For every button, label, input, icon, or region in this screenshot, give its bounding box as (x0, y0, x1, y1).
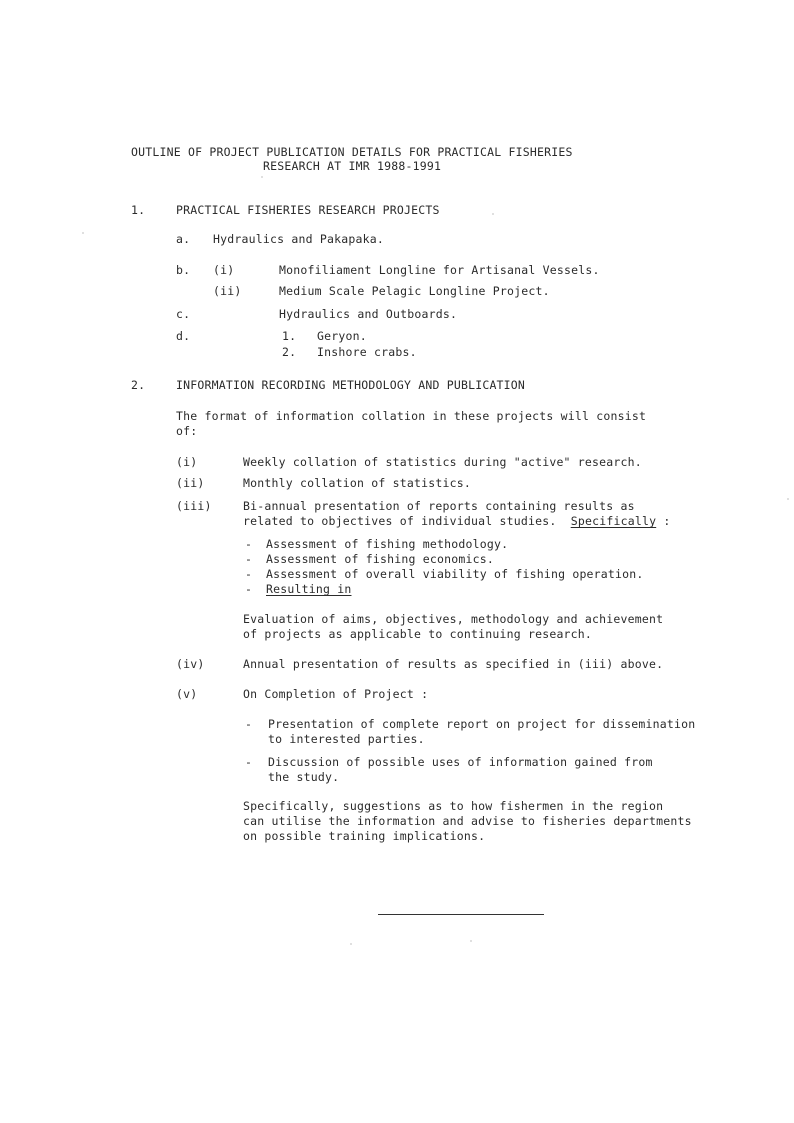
item-iii-colon: : (663, 514, 671, 528)
closing-line-3: on possible training implications. (243, 829, 486, 843)
item-iii-line-1: Bi-annual presentation of reports containing results as (243, 499, 635, 513)
item-d-1-text: Geryon. (317, 329, 367, 343)
item-v-text: On Completion of Project : (243, 687, 429, 701)
section-1-number: 1. (131, 203, 146, 217)
evaluation-line-1: Evaluation of aims, objectives, methodology and achievement (243, 612, 664, 626)
completion-bullet-1-line-1: Presentation of complete report on project for dissemination (268, 717, 696, 731)
resulting-in: Resulting in (266, 582, 352, 596)
end-rule (378, 914, 544, 915)
bullet-dash: - (245, 537, 253, 551)
scan-speck (261, 176, 263, 178)
item-d-2-text: Inshore crabs. (317, 345, 417, 359)
item-b-ii-label: (ii) (213, 284, 242, 298)
item-d-1-label: 1. (282, 329, 297, 343)
item-i-label: (i) (176, 455, 198, 469)
item-i-text: Weekly collation of statistics during "active" research. (243, 455, 642, 469)
item-b-label: b. (176, 263, 191, 277)
item-iv-text: Annual presentation of results as specified in (iii) above. (243, 657, 664, 671)
item-ii-text: Monthly collation of statistics. (243, 476, 471, 490)
section-2-intro-line-2: of: (176, 424, 198, 438)
title-line-1: OUTLINE OF PROJECT PUBLICATION DETAILS FOR PRACTICAL FISHERIES (131, 145, 573, 159)
item-b-ii-text: Medium Scale Pelagic Longline Project. (279, 284, 550, 298)
scan-speck (350, 943, 352, 945)
scan-speck (470, 940, 472, 942)
bullet-dash: - (245, 567, 253, 581)
completion-bullet-2-line-1: Discussion of possible uses of information gained from (268, 755, 653, 769)
item-d-label: d. (176, 329, 191, 343)
scan-speck (787, 498, 789, 500)
title-line-2: RESEARCH AT IMR 1988-1991 (263, 159, 442, 173)
bullet-fishing-economics: Assessment of fishing economics. (266, 552, 494, 566)
section-2-number: 2. (131, 378, 146, 392)
item-iii-line-2 (243, 514, 670, 528)
section-1-heading: PRACTICAL FISHERIES RESEARCH PROJECTS (176, 203, 440, 217)
bullet-dash: - (245, 717, 253, 731)
item-iii-label: (iii) (176, 499, 212, 513)
bullet-dash: - (245, 755, 253, 769)
closing-line-2: can utilise the information and advise to fisheries departments (243, 814, 692, 828)
item-b-i-label: (i) (213, 263, 235, 277)
section-2-heading: INFORMATION RECORDING METHODOLOGY AND PUBLICATION (176, 378, 526, 392)
item-a-text: Hydraulics and Pakapaka. (213, 232, 384, 246)
item-d-2-label: 2. (282, 345, 297, 359)
bullet-overall-viability: Assessment of overall viability of fishing operation. (266, 567, 644, 581)
scan-speck (82, 232, 84, 234)
bullet-fishing-methodology: Assessment of fishing methodology. (266, 537, 509, 551)
scan-speck (492, 213, 494, 215)
completion-bullet-2-line-2: the study. (268, 770, 340, 784)
bullet-dash: - (245, 552, 253, 566)
bullet-dash: - (245, 582, 253, 596)
completion-bullet-1-line-2: to interested parties. (268, 732, 425, 746)
evaluation-line-2: of projects as applicable to continuing research. (243, 627, 593, 641)
item-b-i-text: Monofiliament Longline for Artisanal Vessels. (279, 263, 600, 277)
specifically-underlined: Specifically (570, 514, 657, 528)
section-2-intro-line-1: The format of information collation in these projects will consist (176, 409, 647, 423)
item-ii-label: (ii) (176, 476, 205, 490)
item-a-label: a. (176, 232, 191, 246)
item-iv-label: (iv) (176, 657, 205, 671)
item-iii-line-2-text: related to objectives of individual studies. (243, 514, 557, 528)
item-c-label: c. (176, 307, 191, 321)
closing-line-1: Specifically, suggestions as to how fishermen in the region (243, 799, 664, 813)
item-v-label: (v) (176, 687, 198, 701)
item-c-text: Hydraulics and Outboards. (279, 307, 458, 321)
